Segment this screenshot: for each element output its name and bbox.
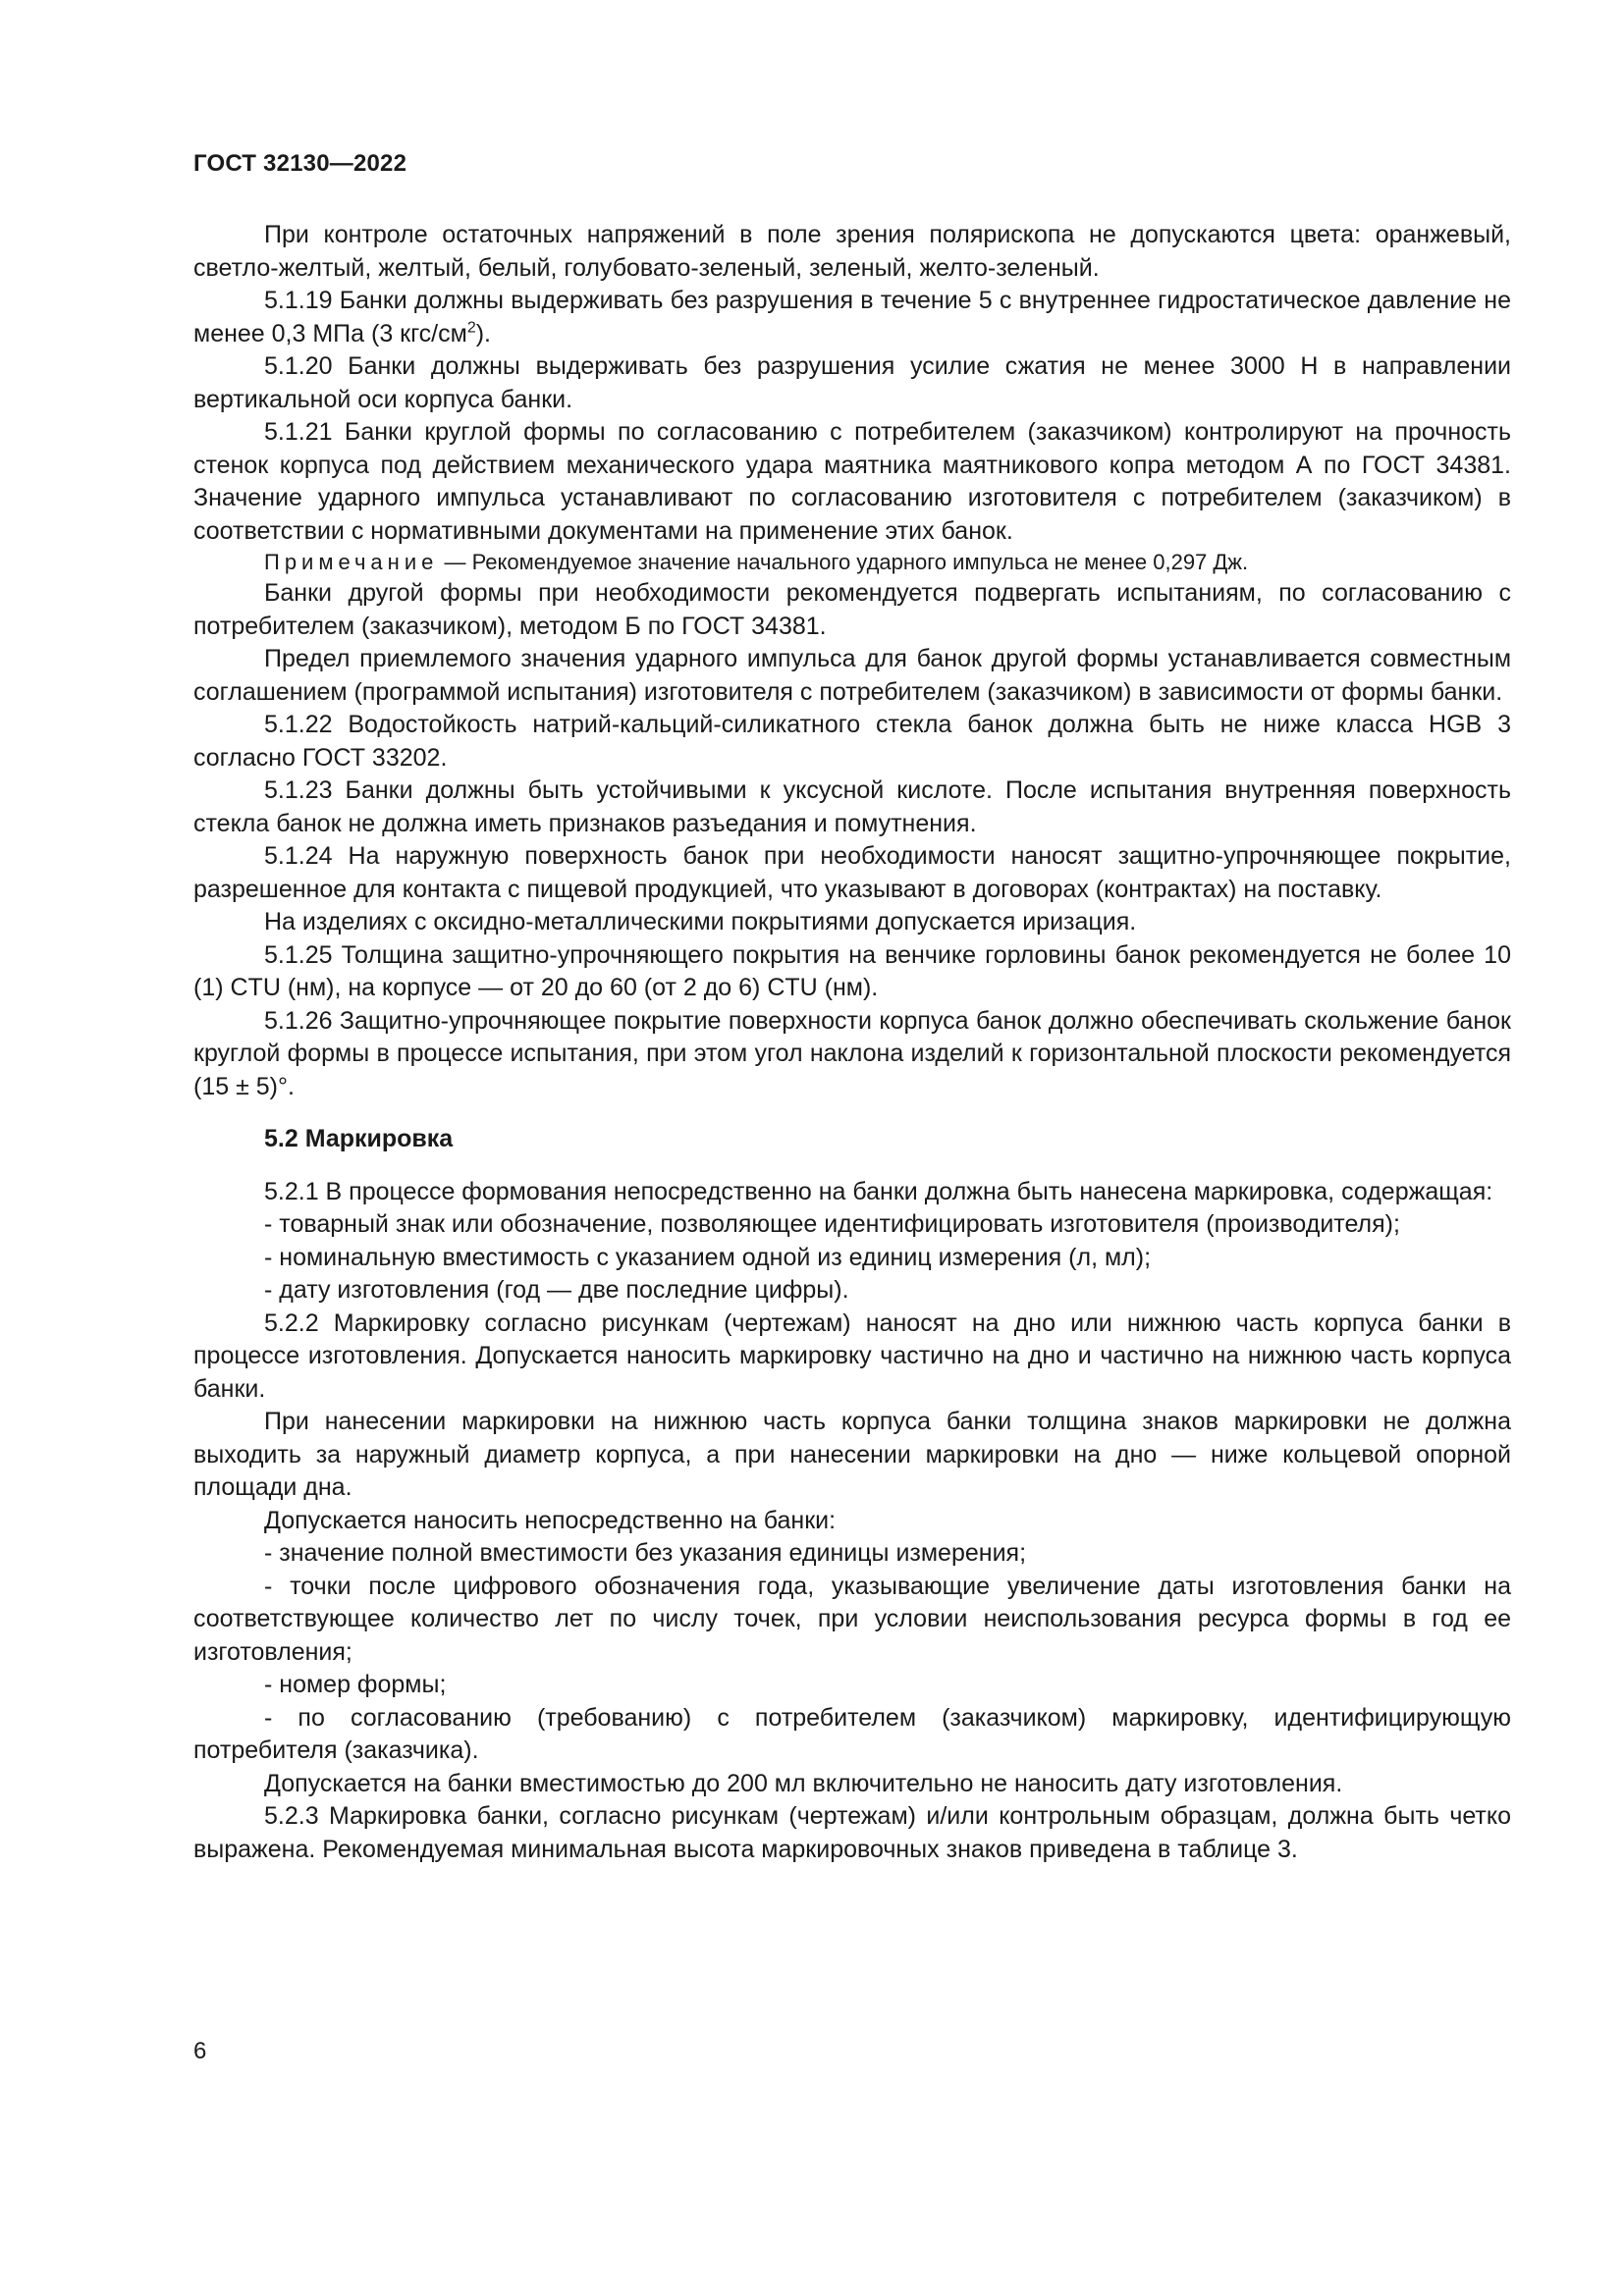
- paragraph: Банки другой формы при необходимости рекомендуется подвергать испытаниям, по согласованию с потребителем (заказчиком), методом Б по ГОСТ 34381.: [193, 579, 1511, 640]
- note: [193, 548, 1511, 577]
- paragraph: При нанесении маркировки на нижнюю часть корпуса банки толщина знаков маркировки не должна выходить за наружный диаметр корпуса, а при нанесении маркировки на дно — ниже кольцевой опорной площади дна.: [193, 1408, 1511, 1501]
- list-item: - товарный знак или обозначение, позволяющее идентифицировать изготовителя (производителя);: [264, 1210, 1400, 1238]
- list-item: - по согласованию (требованию) с потребителем (заказчиком) маркировку, идентифицирующую потребителя (заказчика).: [193, 1703, 1511, 1764]
- list-item: - значение полной вместимости без указания единицы измерения;: [264, 1539, 1027, 1567]
- list-item: - дату изготовления (год — две последние цифры).: [264, 1276, 849, 1304]
- paragraph: 5.1.26 Защитно-упрочняющее покрытие поверхности корпуса банок должно обеспечивать скольжение банок круглой формы в процессе испытания, при этом угол наклона изделий к горизонтальной плоскости рекомендуется (15 ± 5)°.: [193, 1006, 1511, 1100]
- paragraph: На изделиях с оксидно-металлическими покрытиями допускается иризация.: [264, 908, 1137, 935]
- paragraph-text: ).: [475, 319, 491, 347]
- paragraph: Допускается на банки вместимостью до 200 мл включительно не наносить дату изготовления.: [264, 1769, 1343, 1797]
- paragraph: 5.2.1 В процессе формования непосредственно на банки должна быть нанесена маркировка, содержащая:: [264, 1177, 1493, 1205]
- paragraph: 5.1.23 Банки должны быть устойчивыми к уксусной кислоте. После испытания внутренняя поверхность стекла банок не должна иметь признаков разъедания и помутнения.: [193, 776, 1511, 837]
- paragraph: 5.1.22 Водостойкость натрий-кальций-силикатного стекла банок должна быть не ниже класса HGB 3 согласно ГОСТ 33202.: [193, 711, 1511, 772]
- list-item: - точки после цифрового обозначения года, указывающие увеличение даты изготовления банки на соответствующее количество лет по числу точек, при условии неиспользования ресурса формы в год ее изготовления;: [193, 1572, 1511, 1666]
- paragraph: Предел приемлемого значения ударного импульса для банок другой формы устанавливается совместным соглашением (программой испытания) изготовителя с потребителем (заказчиком) в зависимости от формы банки.: [193, 645, 1511, 706]
- paragraph: 5.1.25 Толщина защитно-упрочняющего покрытия на венчике горловины банок рекомендуется не более 10 (1) CTU (нм), на корпусе — от 20 до 60 (от 2 до 6) CTU (нм).: [193, 940, 1511, 1001]
- paragraph: Допускается наносить непосредственно на банки:: [264, 1506, 837, 1534]
- list-item: - номер формы;: [264, 1671, 447, 1698]
- note-label: Примечание: [264, 550, 439, 574]
- paragraph: При контроле остаточных напряжений в поле зрения полярископа не допускаются цвета: оранжевый, светло-желтый, желтый, белый, голубовато-зеленый, зеленый, желто-зеленый.: [193, 221, 1511, 282]
- note-text: — Рекомендуемое значение начального ударного импульса не менее 0,297 Дж.: [438, 550, 1249, 574]
- paragraph: 5.1.24 На наружную поверхность банок при необходимости наносят защитно-упрочняющее покрытие, разрешенное для контакта с пищевой продукцией, что указывают в договорах (контрактах) на поставку.: [193, 842, 1511, 903]
- paragraph-text: 5.1.19 Банки должны выдерживать без разрушения в течение 5 с внутреннее гидростатическое давление не менее 0,3 МПа (3 кгс/см: [193, 287, 1511, 347]
- paragraph: 5.2.2 Маркировку согласно рисункам (чертежам) наносят на дно или нижнюю часть корпуса банки в процессе изготовления. Допускается наносить маркировку частично на дно и частично на нижнюю часть корпуса банки.: [193, 1308, 1511, 1403]
- page-body: [193, 219, 1511, 1866]
- paragraph: 5.1.21 Банки круглой формы по согласованию с потребителем (заказчиком) контролируют на прочность стенок корпуса под действием механического удара маятника маятникового копра методом А по ГОСТ 34381. Значение ударного импульса устанавливают по согласованию изготовителя с потребителем (заказчиком) в соответствии с нормативными документами на применение этих банок.: [193, 418, 1511, 545]
- list-item: - номинальную вместимость с указанием одной из единиц измерения (л, мл);: [264, 1243, 1152, 1271]
- document-header: ГОСТ 32130—2022: [193, 150, 407, 177]
- paragraph: 5.1.20 Банки должны выдерживать без разрушения усилие сжатия не менее 3000 Н в направлении вертикальной оси корпуса банки.: [193, 352, 1511, 413]
- superscript: 2: [466, 319, 476, 337]
- page-number: 6: [193, 2038, 207, 2064]
- paragraph: 5.2.3 Маркировка банки, согласно рисункам (чертежам) и/или контрольным образцам, должна быть четко выражена. Рекомендуемая минимальная высота маркировочных знаков приведена в таблице 3.: [193, 1802, 1511, 1863]
- paragraph-5-1-19: [193, 285, 1511, 350]
- section-title: 5.2 Маркировка: [264, 1125, 454, 1152]
